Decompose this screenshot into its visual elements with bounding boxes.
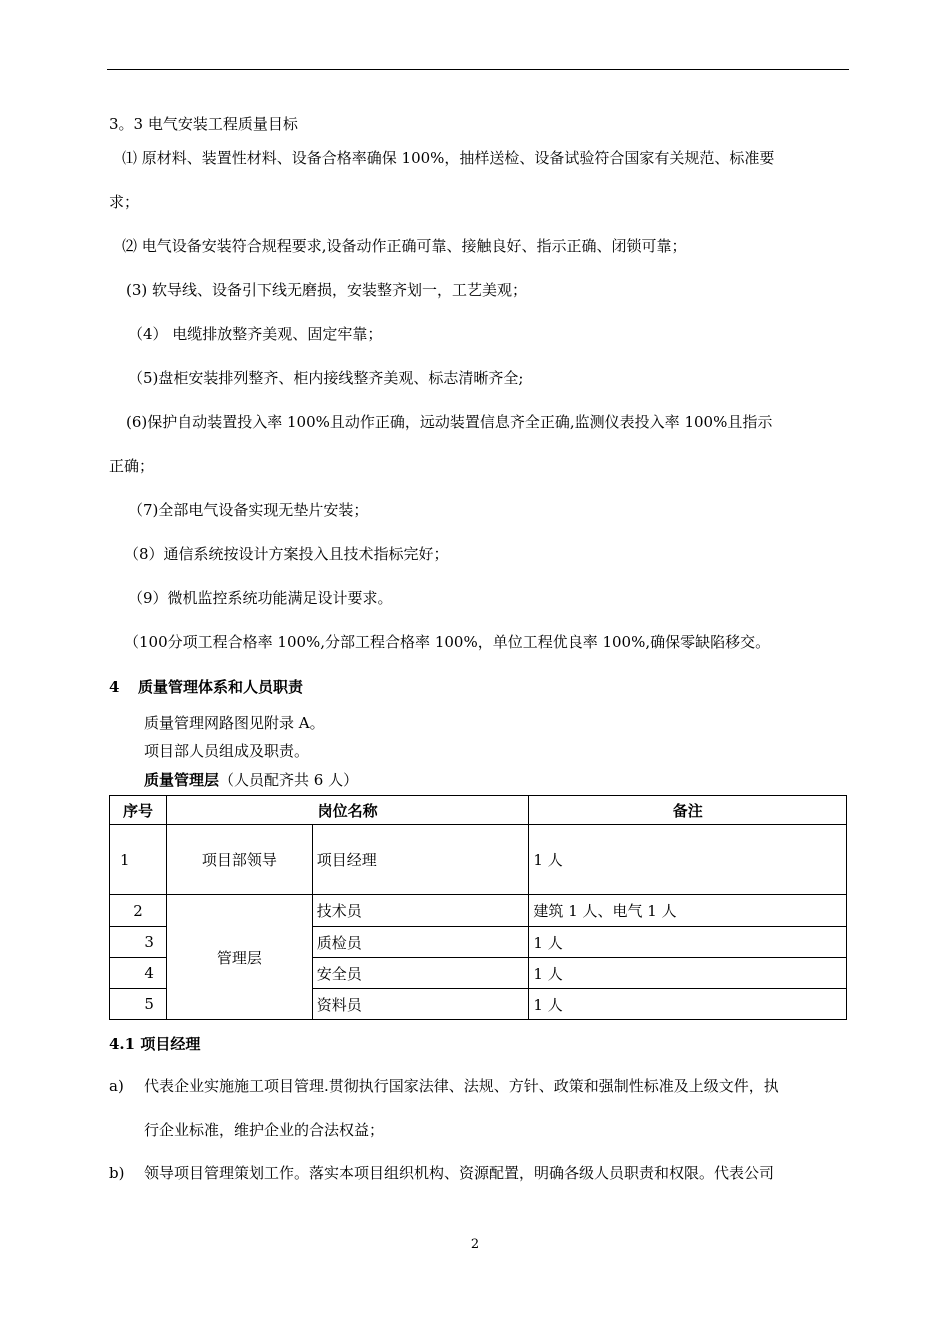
row-no: 1 <box>110 825 167 895</box>
row-no: 2 <box>110 895 167 927</box>
page-number: 2 <box>470 1237 480 1252</box>
row-remark: 1 人 <box>529 958 847 989</box>
table-row <box>110 825 847 895</box>
section-4-line-2: 项目部人员组成及职责。 <box>144 742 310 760</box>
table-row <box>110 895 847 927</box>
header-position: 岗位名称 <box>166 796 528 825</box>
row-remark: 1 人 <box>529 989 847 1020</box>
header-rule <box>107 69 849 70</box>
section-3-3-heading: 3。3 电气安装工程质量目标 <box>109 115 298 133</box>
quality-goal-item-6: (6)保护自动装置投入率 100%且动作正确，远动装置信息齐全正确,监测仪表投入率 100%且指示 <box>126 413 773 431</box>
quality-goal-item-4: （4） 电缆排放整齐美观、固定牢靠； <box>128 325 383 343</box>
quality-goal-item-1: ⑴ 原材料、装置性材料、设备合格率确保 100%，抽样送检、设备试验符合国家有关规范、标准要 <box>122 149 775 167</box>
header-no: 序号 <box>110 796 167 825</box>
row-remark: 1 人 <box>529 927 847 958</box>
row-remark: 建筑 1 人、电气 1 人 <box>529 895 847 927</box>
staff-table <box>109 795 847 1020</box>
table-caption <box>144 770 358 790</box>
quality-goal-item-3: (3) 软导线、设备引下线无磨损，安装整齐划一，工艺美观； <box>126 281 528 299</box>
item-b-line-1: 领导项目管理策划工作。落实本项目组织机构、资源配置，明确各级人员职责和权限。代表公司 <box>144 1164 775 1182</box>
table-caption-rest: （人员配齐共 6 人） <box>219 771 359 789</box>
item-a-line-2: 行企业标准，维护企业的合法权益； <box>144 1121 385 1139</box>
row-position: 安全员 <box>312 958 529 989</box>
quality-goal-item-7: （7)全部电气设备实现无垫片安装； <box>128 501 369 519</box>
row-position: 项目经理 <box>312 825 529 895</box>
quality-goal-item-6-cont: 正确； <box>109 457 155 475</box>
row-group: 项目部领导 <box>166 825 312 895</box>
row-position: 技术员 <box>312 895 529 927</box>
header-remark: 备注 <box>529 796 847 825</box>
row-no: 3 <box>110 927 167 958</box>
quality-goal-item-5: （5)盘柜安装排列整齐、柜内接线整齐美观、标志清晰齐全; <box>128 369 524 387</box>
quality-goal-item-9: （9）微机监控系统功能满足设计要求。 <box>128 589 393 607</box>
row-no: 5 <box>110 989 167 1020</box>
section-4-line-1: 质量管理网路图见附录 A。 <box>144 714 325 732</box>
row-position: 质检员 <box>312 927 529 958</box>
quality-goal-item-1-cont: 求； <box>109 193 140 211</box>
table-header-row <box>110 796 847 825</box>
quality-goal-item-10: （100分项工程合格率 100%,分部工程合格率 100%，单位工程优良率 100%,确保零缺陷移交。 <box>124 633 771 651</box>
row-position: 资料员 <box>312 989 529 1020</box>
row-no: 4 <box>110 958 167 989</box>
item-a-label: a) <box>109 1077 124 1095</box>
item-a-line-1: 代表企业实施施工项目管理.贯彻执行国家法律、法规、方针、政策和强制性标准及上级文件，执 <box>144 1077 779 1095</box>
section-4-1-heading: 4.1 项目经理 <box>109 1035 201 1053</box>
row-group: 管理层 <box>166 895 312 1020</box>
row-remark: 1 人 <box>529 825 847 895</box>
quality-goal-item-8: （8）通信系统按设计方案投入且技术指标完好； <box>124 545 449 563</box>
item-b-label: b) <box>109 1164 125 1182</box>
section-4-number: 4 <box>109 678 120 696</box>
table-caption-bold: 质量管理层 <box>144 771 220 789</box>
quality-goal-item-2: ⑵ 电气设备安装符合规程要求,设备动作正确可靠、接触良好、指示正确、闭锁可靠； <box>122 237 687 255</box>
section-4-title: 质量管理体系和人员职责 <box>138 678 304 696</box>
